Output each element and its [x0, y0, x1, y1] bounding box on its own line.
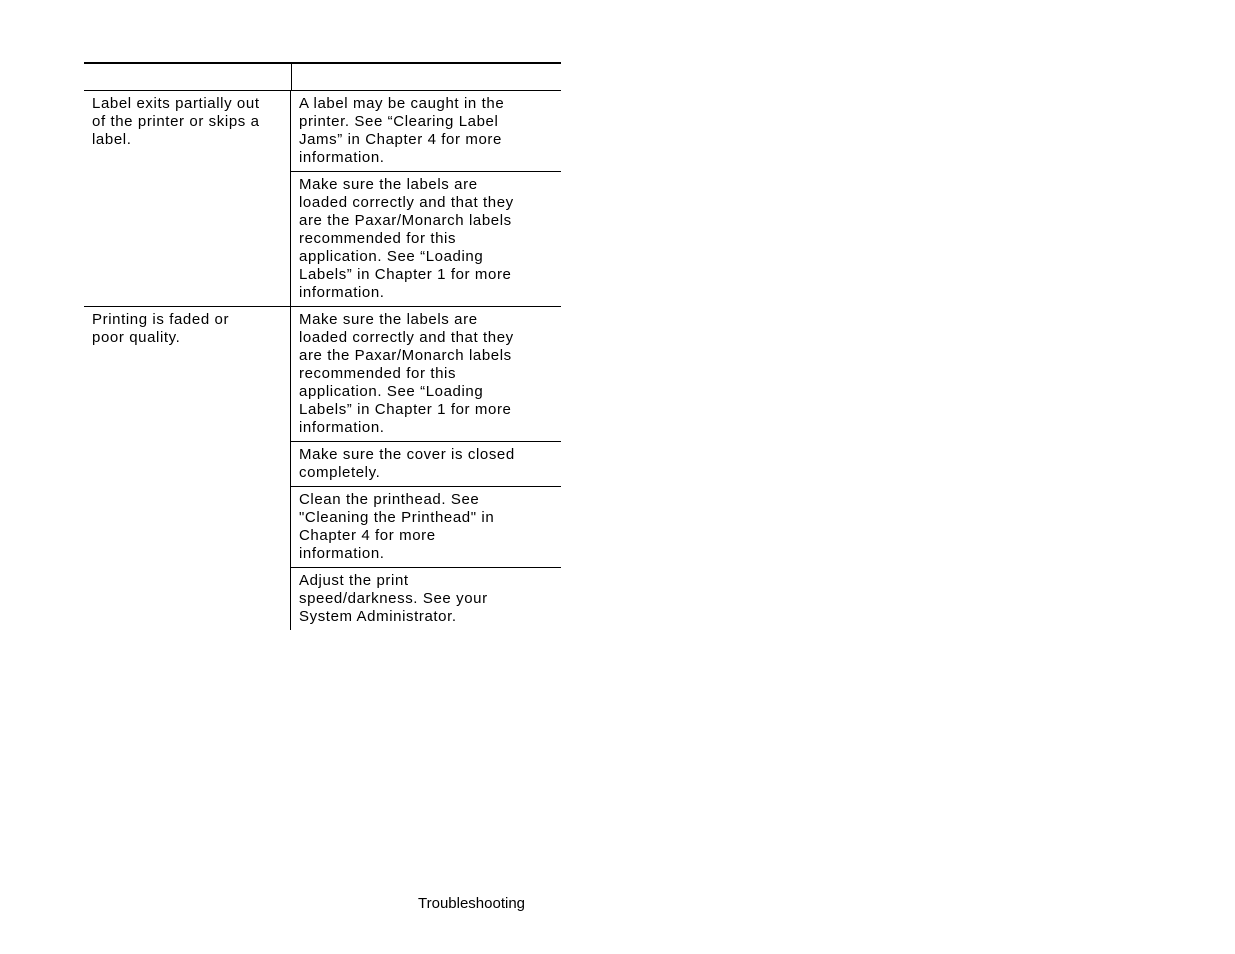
problem-cell: Label exits partially out of the printer or skips a label. [84, 91, 291, 306]
solution-cell: A label may be caught in the printer. See “Clearing Label Jams” in Chapter 4 for more information. [291, 91, 561, 172]
solution-cell: Adjust the print speed/darkness. See your System Administrator. [299, 572, 488, 625]
table-row [84, 307, 561, 630]
problem-cell: Printing is faded or poor quality. [84, 307, 291, 630]
header-problem-cell [84, 64, 292, 90]
solution-cell: Make sure the labels are loaded correctly and that they are the Paxar/Monarch labels recommended for this application. See “Loading Labels” in Chapter 1 for more information. [299, 176, 514, 301]
table-header-row [84, 64, 561, 91]
page-footer-section-title: Troubleshooting [418, 895, 526, 912]
table-row [84, 91, 561, 307]
solution-cell: Make sure the cover is closed completely. [291, 442, 561, 487]
solution-cell: Make sure the labels are loaded correctly and that they are the Paxar/Monarch labels recommended for this application. See “Loading Labels” in Chapter 1 for more information. [291, 307, 561, 442]
troubleshooting-table [84, 62, 561, 630]
solutions-column [291, 91, 561, 306]
header-solution-cell [292, 64, 561, 90]
solution-cell: Clean the printhead. See "Cleaning the Printhead" in Chapter 4 for more information. [291, 487, 561, 568]
solutions-column [291, 307, 561, 630]
